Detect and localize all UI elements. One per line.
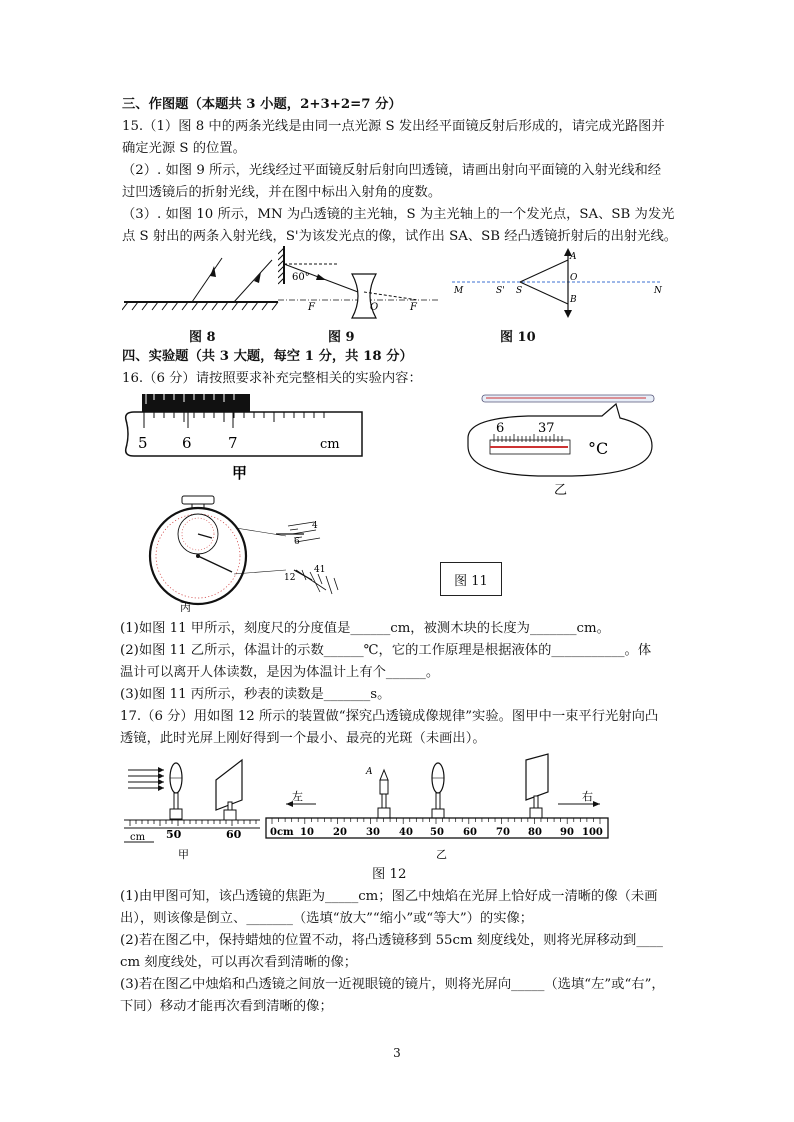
stopwatch-label-41: 41	[314, 565, 326, 575]
q17-part-3: (2)若在图乙中，保持蜡烛的位置不动，将凸透镜移到 55cm 刻度线处，则将光屏移动到____	[120, 933, 663, 948]
fig12-jia-60: 60	[226, 828, 242, 841]
figure-12-yi	[262, 752, 612, 860]
fig12-jia-50: 50	[166, 828, 182, 841]
fig9-f-right: F	[410, 302, 417, 313]
fig9-angle-label: 60°	[292, 272, 310, 283]
fig9-o: O	[370, 302, 379, 313]
q17-part-5: (3)若在图乙中烛焰和凸透镜之间放一近视眼镜的镜片，则将光屏向_____（选填“左”或“右”，	[120, 977, 665, 992]
stopwatch-label-12: 12	[284, 573, 296, 583]
fig12-scale-60: 60	[463, 827, 477, 838]
fig12-scale-90: 90	[560, 827, 574, 838]
fig12-jia-unit: cm	[130, 832, 146, 843]
fig10-s: S	[516, 286, 523, 296]
thermo-label-37: 37	[538, 421, 555, 436]
figure-10-caption: 图 10	[500, 330, 536, 345]
q15-line-3: （2）. 如图 9 所示，光线经过平面镜反射后射向凹透镜，请画出射向平面镜的入射光线和经	[122, 163, 662, 178]
fig12-scale-10: 10	[300, 827, 314, 838]
figure-12-caption: 图 12	[372, 867, 407, 882]
q16-part-1: (1)如图 11 甲所示，刻度尺的分度值是______cm，被测木块的长度为_______cm。	[120, 621, 610, 636]
thermo-label-6: 6	[496, 421, 505, 436]
fig10-s-prime: S'	[496, 286, 505, 296]
section4-title: 四、实验题（共 3 大题，每空 1 分，共 18 分）	[122, 349, 413, 364]
q16-part-4: (3)如图 11 丙所示，秒表的读数是_______s。	[120, 687, 391, 702]
figure-10-convex-lens	[448, 246, 670, 320]
q15-line-2: 确定光源 S 的位置。	[122, 141, 246, 156]
fig12-scale-70: 70	[496, 827, 510, 838]
q15-line-6: 点 S 射出的两条入射光线，S'为该发光点的像，试作出 SA、SB 经凸透镜折射后的出射光线。	[122, 229, 678, 244]
page-number: 3	[393, 1046, 401, 1060]
q16-intro: 16.（6 分）请按照要求补充完整相关的实验内容：	[122, 371, 422, 386]
thermo-unit: °C	[588, 439, 609, 458]
fig12-scale-100: 100	[582, 827, 603, 838]
q16-part-3: 温计可以离开人体读数，是因为体温计上有个______。	[120, 665, 440, 680]
fig12-scale-30: 30	[366, 827, 380, 838]
fig10-a: A	[570, 252, 577, 262]
q17-line-2: 透镜，此时光屏上刚好得到一个最小、最亮的光斑（未画出）。	[120, 731, 486, 746]
figure-9-caption: 图 9	[328, 330, 355, 345]
fig12-left: 左	[292, 790, 303, 803]
q17-line-1: 17.（6 分）用如图 12 所示的装置做“探究凸透镜成像规律”实验。图甲中一束平行光射向凸	[120, 709, 659, 724]
fig10-m: M	[454, 286, 464, 296]
fig10-n: N	[654, 286, 662, 296]
fig12-scale-40: 40	[399, 827, 413, 838]
fig12-scale-50: 50	[430, 827, 444, 838]
stopwatch-label-4: 4	[312, 521, 318, 531]
ruler-unit: cm	[320, 437, 340, 452]
ruler-tick-5: 5	[138, 434, 148, 452]
fig12-a: A	[366, 767, 373, 777]
fig12-scale-80: 80	[528, 827, 542, 838]
stopwatch-label-6: 6	[294, 537, 300, 547]
fig12-right: 右	[582, 790, 593, 803]
figure-8-mirror-rays	[122, 252, 282, 314]
figure-8-caption: 图 8	[189, 330, 216, 345]
section3-title: 三、作图题（本题共 3 小题，2+3+2=7 分）	[122, 97, 402, 112]
q15-line-4: 过凹透镜后的折射光线，并在图中标出入射角的度数。	[122, 185, 442, 200]
fig10-o: O	[570, 273, 578, 283]
figure-11-caption: 图 11	[440, 562, 502, 596]
fig12-jia-label: 甲	[178, 848, 189, 860]
q16-part-2: (2)如图 11 乙所示，体温计的示数______℃，它的工作原理是根据液体的___________。体	[120, 643, 652, 658]
fig12-scale-0: 0cm	[270, 827, 294, 838]
fig12-yi-label: 乙	[436, 848, 447, 860]
ruler-label: 甲	[232, 464, 248, 482]
figure-11-ruler	[118, 390, 370, 486]
ruler-tick-7: 7	[228, 434, 238, 452]
fig12-scale-20: 20	[333, 827, 347, 838]
q17-part-6: 下同）移动才能再次看到清晰的像；	[120, 999, 333, 1014]
figure-9-mirror-lens	[278, 244, 438, 320]
figure-12-jia	[124, 752, 264, 860]
q17-part-2: 出），则该像是倒立、_______（选填“放大”“缩小”或“等大”）的实像；	[120, 911, 534, 926]
fig10-b: B	[570, 295, 577, 305]
figure-11-thermometer	[456, 390, 660, 498]
q17-part-4: cm 刻度线处，可以再次看到清晰的像；	[120, 955, 358, 970]
thermo-label: 乙	[554, 483, 568, 498]
q15-line-5: （3）. 如图 10 所示，MN 为凸透镜的主光轴，S 为主光轴上的一个发光点，SA、SB 为发光	[122, 207, 675, 222]
figure-11-stopwatch	[116, 494, 348, 612]
stopwatch-label: 丙	[180, 601, 191, 612]
fig9-f-left: F	[308, 302, 315, 313]
ruler-tick-6: 6	[182, 434, 192, 452]
q15-line-1: 15.（1）图 8 中的两条光线是由同一点光源 S 发出经平面镜反射后形成的，请完成光路图并	[122, 119, 665, 134]
q17-part-1: (1)由甲图可知，该凸透镜的焦距为_____cm；图乙中烛焰在光屏上恰好成一清晰的像（未画	[120, 889, 658, 904]
